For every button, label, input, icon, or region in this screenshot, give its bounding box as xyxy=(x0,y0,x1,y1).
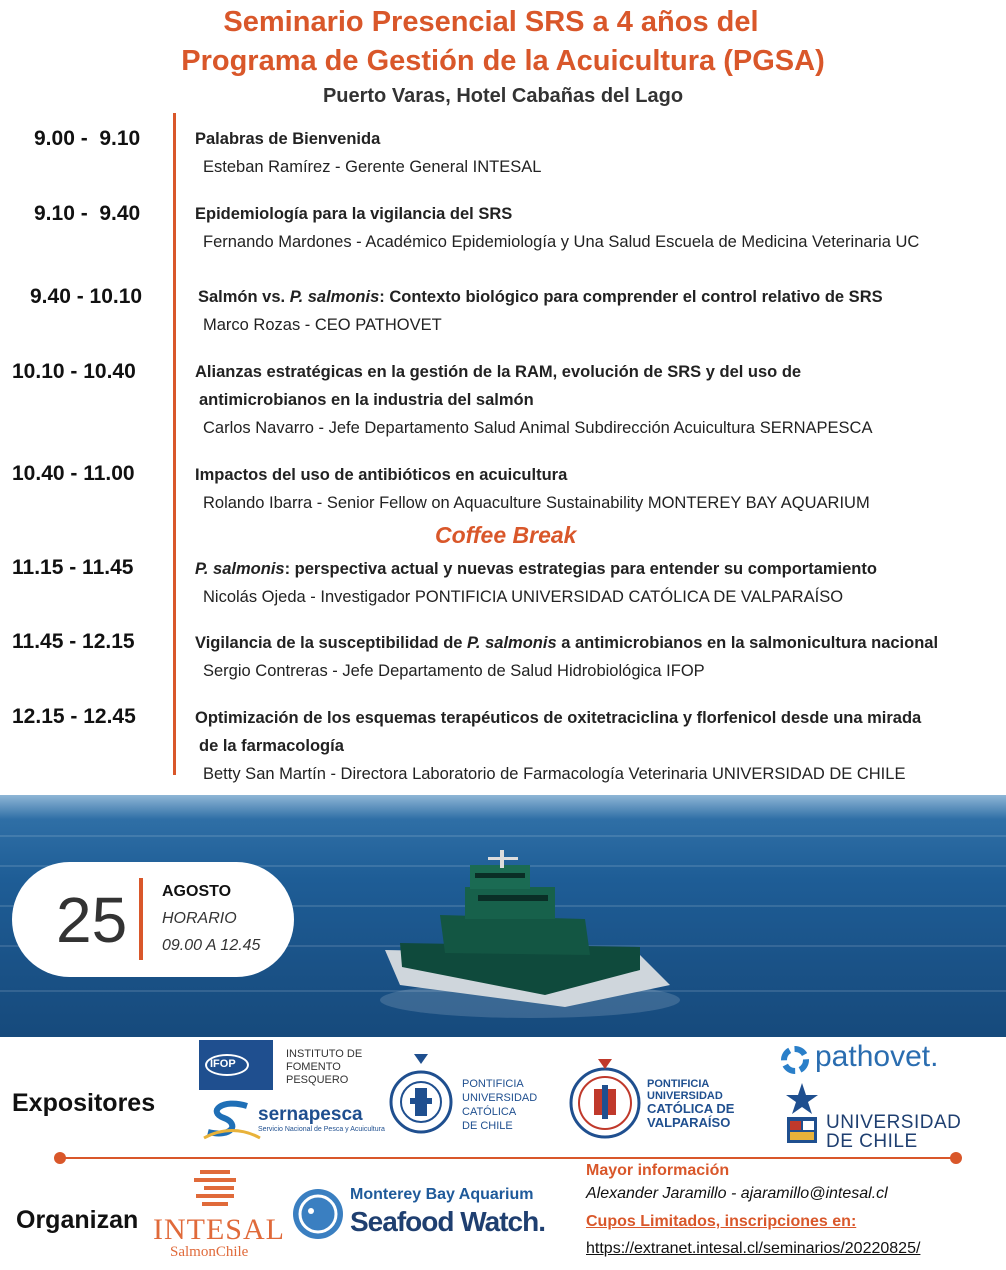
pathovet-icon xyxy=(779,1044,811,1076)
coffee-break-label: Coffee Break xyxy=(435,522,577,548)
mba-bottom: Seafood Watch. xyxy=(350,1206,545,1237)
expositores-label: Expositores xyxy=(12,1089,156,1117)
contact-person: Alexander Jaramillo - ajaramillo@intesal.cl xyxy=(586,1185,888,1202)
sernapesca-sub: Servicio Nacional de Pesca y Acuicultura xyxy=(258,1126,385,1133)
pucv-name-2: UNIVERSIDAD xyxy=(647,1090,723,1102)
agenda-talk: Salmón vs. P. salmonis: Contexto biológico para comprender el control relativo de SRS xyxy=(198,288,883,306)
uchile-name-1: UNIVERSIDAD xyxy=(826,1112,962,1133)
horario-label: HORARIO xyxy=(162,910,237,927)
agenda-speaker: Nicolás Ojeda - Investigador PONTIFICIA UNIVERSIDAD CATÓLICA DE VALPARAÍSO xyxy=(203,588,844,606)
sernapesca-name: sernapesca xyxy=(258,1104,363,1125)
cupos-label: Cupos Limitados, inscripciones en: xyxy=(586,1213,857,1230)
pucv-name-4: VALPARAÍSO xyxy=(647,1115,731,1130)
ifop-name-3: PESQUERO xyxy=(286,1074,349,1086)
puc-name-4: DE CHILE xyxy=(462,1120,513,1132)
puc-name-1: PONTIFICIA xyxy=(462,1078,524,1090)
page-title-line1: Seminario Presencial SRS a 4 años del xyxy=(223,6,759,38)
separator-line xyxy=(60,1157,956,1159)
venue-subtitle: Puerto Varas, Hotel Cabañas del Lago xyxy=(322,85,684,107)
puc-name-2: UNIVERSIDAD xyxy=(462,1092,538,1104)
uchile-crest-icon xyxy=(784,1081,820,1147)
agenda-time: 11.45 - 12.15 xyxy=(12,630,135,653)
date-divider xyxy=(139,878,143,960)
ifop-name-1: INSTITUTO DE xyxy=(286,1048,363,1060)
intesal-sub: SalmonChile xyxy=(170,1244,249,1260)
date-badge xyxy=(12,862,294,977)
ifop-badge-text: IFOP xyxy=(210,1058,236,1070)
sernapesca-icon xyxy=(202,1098,262,1142)
agenda-time: 11.15 - 11.45 xyxy=(12,556,134,579)
organizan-label: Organizan xyxy=(16,1206,139,1234)
registration-link[interactable]: https://extranet.intesal.cl/seminarios/20220825/ xyxy=(586,1240,921,1257)
date-day: 25 xyxy=(56,884,128,956)
intesal-icon xyxy=(190,1166,242,1210)
ifop-name-2: FOMENTO xyxy=(286,1061,341,1073)
agenda-talk: Optimización de los esquemas terapéuticos de oxitetraciclina y florfenicol desde una mirada xyxy=(195,709,922,727)
uchile-name-2: DE CHILE xyxy=(826,1131,918,1152)
agenda-talk-line2: antimicrobianos en la industria del salmón xyxy=(199,391,534,409)
agenda-time: 10.10 - 10.40 xyxy=(12,360,136,383)
pucv-name-3: CATÓLICA DE xyxy=(647,1101,735,1116)
separator-dot-left xyxy=(54,1152,66,1164)
page-title-line2: Programa de Gestión de la Acuicultura (PGSA) xyxy=(181,45,825,77)
agenda-time: 9.00 - 9.10 xyxy=(34,127,141,150)
agenda-speaker: Carlos Navarro - Jefe Departamento Salud Animal Subdirección Acuicultura SERNAPESCA xyxy=(203,419,873,437)
agenda-talk: P. salmonis: perspectiva actual y nuevas estrategias para entender su comportamiento xyxy=(195,560,877,578)
intesal-name: INTESAL xyxy=(153,1213,285,1246)
agenda-time: 9.40 - 10.10 xyxy=(30,285,143,308)
agenda-talk-line2: de la farmacología xyxy=(199,737,344,755)
puc-crest-icon xyxy=(388,1050,454,1138)
mba-fish-icon xyxy=(291,1187,345,1241)
pucv-name-1: PONTIFICIA xyxy=(647,1078,710,1090)
agenda-time: 9.10 - 9.40 xyxy=(34,202,141,225)
separator-dot-right xyxy=(950,1152,962,1164)
agenda-talk: Vigilancia de la susceptibilidad de P. salmonis a antimicrobianos en la salmonicultura nacional xyxy=(195,634,939,652)
agenda-talk: Palabras de Bienvenida xyxy=(195,130,381,148)
agenda-speaker: Fernando Mardones - Académico Epidemiología y Una Salud Escuela de Medicina Veterinaria UC xyxy=(203,233,920,251)
agenda-speaker: Esteban Ramírez - Gerente General INTESAL xyxy=(203,158,542,176)
info-title: Mayor información xyxy=(586,1162,730,1179)
agenda-time: 12.15 - 12.45 xyxy=(12,705,136,728)
mba-top: Monterey Bay Aquarium xyxy=(350,1186,534,1203)
agenda-speaker: Rolando Ibarra - Senior Fellow on Aquaculture Sustainability MONTEREY BAY AQUARIUM xyxy=(203,494,870,512)
agenda-talk: Alianzas estratégicas en la gestión de la RAM, evolución de SRS y del uso de xyxy=(195,363,802,381)
agenda-divider xyxy=(173,113,176,775)
horario-hours: 09.00 A 12.45 xyxy=(162,937,261,954)
agenda-speaker: Marco Rozas - CEO PATHOVET xyxy=(203,316,442,334)
agenda-speaker: Sergio Contreras - Jefe Departamento de Salud Hidrobiológica IFOP xyxy=(203,662,705,680)
puc-name-3: CATÓLICA xyxy=(462,1106,517,1118)
ifop-logo xyxy=(199,1040,273,1090)
pathovet-name: pathovet. xyxy=(815,1040,939,1073)
date-month: AGOSTO xyxy=(162,883,232,900)
agenda-talk: Epidemiología para la vigilancia del SRS xyxy=(195,205,513,223)
agenda-talk: Impactos del uso de antibióticos en acuicultura xyxy=(195,466,568,484)
agenda-time: 10.40 - 11.00 xyxy=(12,462,135,485)
pucv-crest-icon xyxy=(566,1055,644,1141)
agenda-speaker: Betty San Martín - Directora Laboratorio de Farmacología Veterinaria UNIVERSIDAD DE CHILE xyxy=(203,765,906,783)
